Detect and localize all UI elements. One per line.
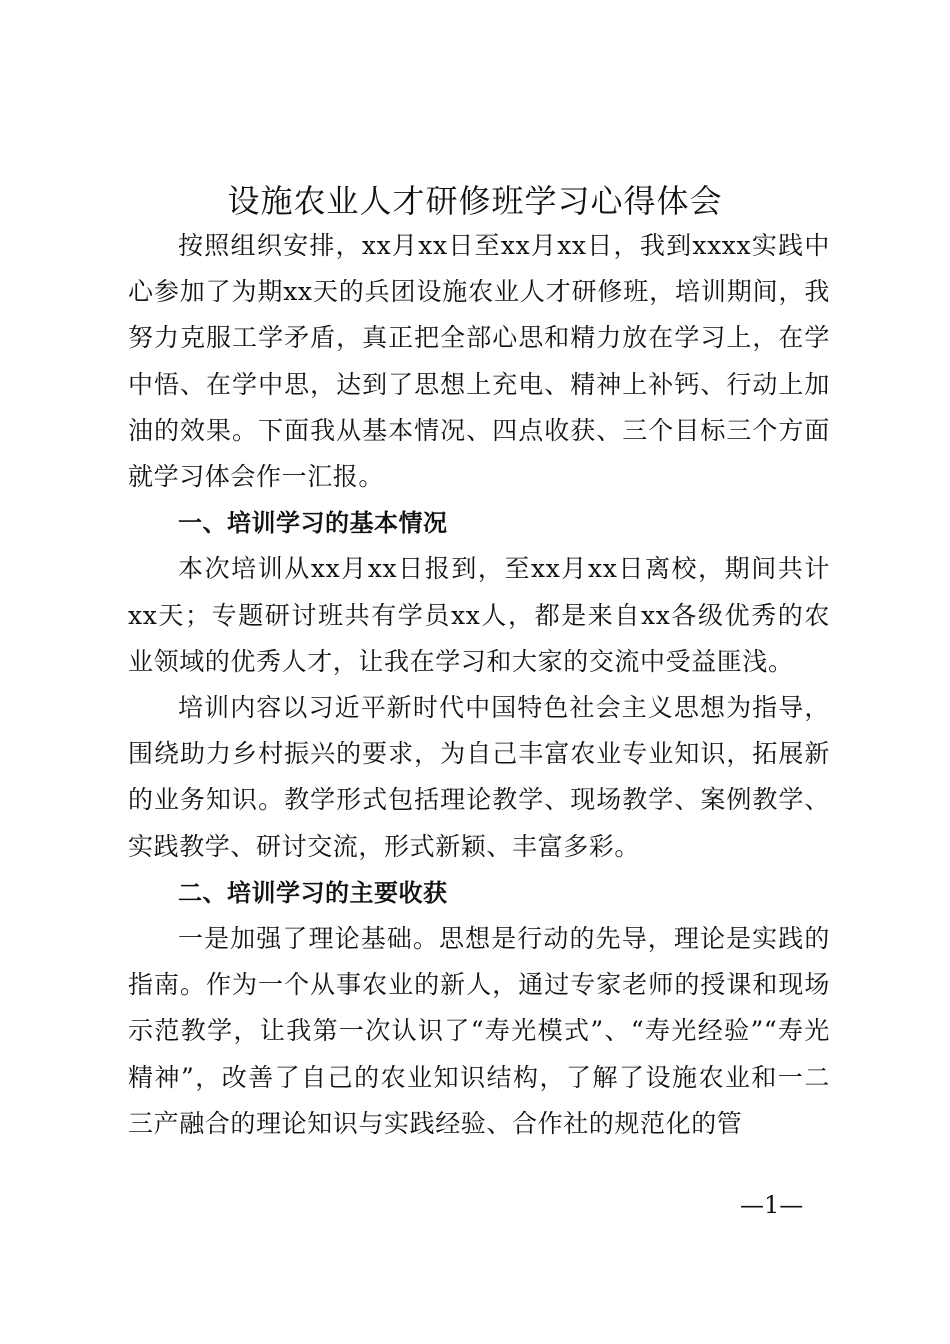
- document-body: [128, 223, 830, 1147]
- document-title: 设施农业人才研修班学习心得体会: [227, 182, 723, 220]
- section-2-paragraph-1: 一是加强了理论基础。思想是行动的先导，理论是实践的指南。作为一个从事农业的新人，通过专家老师的授课和现场示范教学，让我第一次认识了“寿光模式”、“寿光经验”“寿光精神”，改善了自己的农业知识结构，了解了设施农业和一二三产融合的理论知识与实践经验、合作社的规范化的管: [128, 924, 830, 1138]
- section-2-heading: 二、培训学习的主要收获: [178, 878, 448, 907]
- section-1-heading: 一、培训学习的基本情况: [178, 509, 448, 538]
- intro-paragraph: 按照组织安排，xx月xx日至xx月xx日，我到xxxx实践中心参加了为期xx天的兵团设施农业人才研修班，培训期间，我努力克服工学矛盾，真正把全部心思和精力放在学习上，在学中悟、在学中思，达到了思想上充电、精神上补钙、行动上加油的效果。下面我从基本情况、四点收获、三个目标三个方面就学习体会作一汇报。: [128, 231, 830, 492]
- section-1-paragraph-2: 培训内容以习近平新时代中国特色社会主义思想为指导，围绕助力乡村振兴的要求，为自己丰富农业专业知识，拓展新的业务知识。教学形式包括理论教学、现场教学、案例教学、实践教学、研讨交流，形式新颖、丰富多彩。: [128, 693, 830, 861]
- section-1-paragraph-1: 本次培训从xx月xx日报到，至xx月xx日离校，期间共计xx天；专题研讨班共有学员xx人，都是来自xx各级优秀的农业领域的优秀人才，让我在学习和大家的交流中受益匪浅。: [128, 554, 830, 676]
- page-number: —1—: [740, 1191, 804, 1219]
